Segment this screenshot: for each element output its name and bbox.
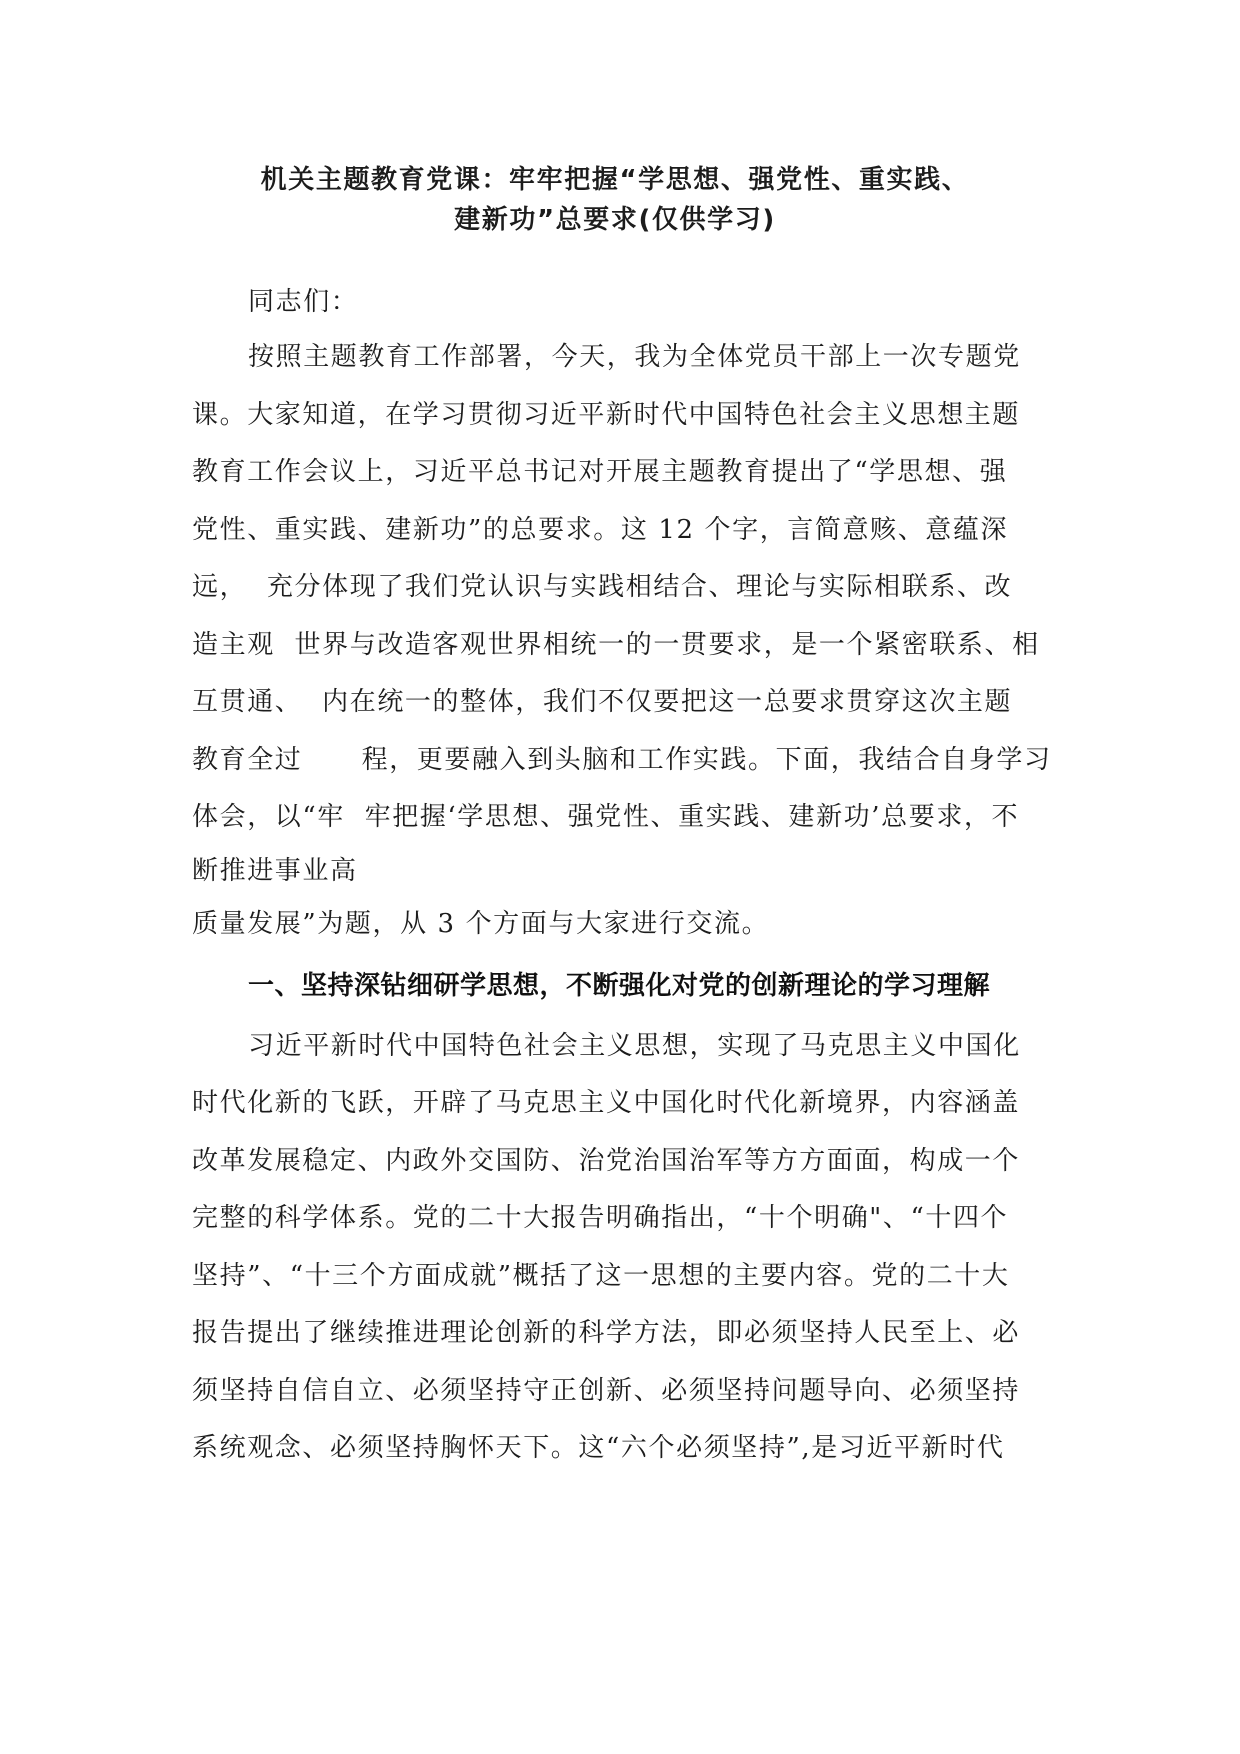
intro-line: 远， 充分体现了我们党认识与实践相结合、理论与实际相联系、改 (192, 572, 1013, 602)
intro-line: 体会，以“牢 牢把握‘学思想、强党性、重实践、建新功’总要求，不 (192, 802, 1020, 832)
document-title (150, 160, 1080, 240)
section-line: 须坚持自信自立、必须坚持守正创新、必须坚持问题导向、必须坚持 (192, 1376, 1021, 1406)
section-heading: 一、坚持深钻细研学思想，不断强化对党的创新理论的学习理解 (248, 971, 991, 1001)
intro-line: 按照主题教育工作部署，今天，我为全体党员干部上一次专题党 (248, 342, 1021, 372)
title-line-2: 建新功”总要求(仅供学习) (454, 205, 776, 235)
intro-line: 互贯通、 内在统一的整体，我们不仅要把这一总要求贯穿这次主题 (192, 687, 1013, 717)
salutation: 同志们： (248, 287, 359, 317)
section-line: 系统观念、必须坚持胸怀天下。这“六个必须坚持”,是习近平新时代 (192, 1433, 1005, 1463)
section-line: 改革发展稳定、内政外交国防、治党治国治军等方方面面，构成一个 (192, 1146, 1021, 1176)
intro-line: 教育全过 程，更要融入到头脑和工作实践。下面，我结合自身学习 (192, 745, 1052, 775)
title-line-1: 机关主题教育党课：牢牢把握“学思想、强党性、重实践、 (260, 165, 970, 195)
intro-line: 断推进事业高 (192, 856, 358, 886)
section-line: 报告提出了继续推进理论创新的科学方法，即必须坚持人民至上、必 (192, 1318, 1021, 1348)
intro-line: 教育工作会议上，习近平总书记对开展主题教育提出了“学思想、强 (192, 457, 1008, 487)
intro-line: 质量发展”为题，从 3 个方面与大家进行交流。 (192, 909, 770, 939)
intro-line: 党性、重实践、建新功”的总要求。这 12 个字，言简意赅、意蕴深 (192, 515, 1009, 545)
intro-line: 造主观 世界与改造客观世界相统一的一贯要求，是一个紧密联系、相 (192, 630, 1040, 660)
section-line: 完整的科学体系。党的二十大报告明确指出，“十个明确"、“十四个 (192, 1203, 1009, 1233)
section-line: 坚持”、“十三个方面成就”概括了这一思想的主要内容。党的二十大 (192, 1261, 1010, 1291)
section-line: 时代化新的飞跃，开辟了马克思主义中国化时代化新境界，内容涵盖 (192, 1088, 1021, 1118)
intro-line: 课。大家知道，在学习贯彻习近平新时代中国特色社会主义思想主题 (192, 400, 1021, 430)
section-line: 习近平新时代中国特色社会主义思想，实现了马克思主义中国化 (248, 1031, 1021, 1061)
